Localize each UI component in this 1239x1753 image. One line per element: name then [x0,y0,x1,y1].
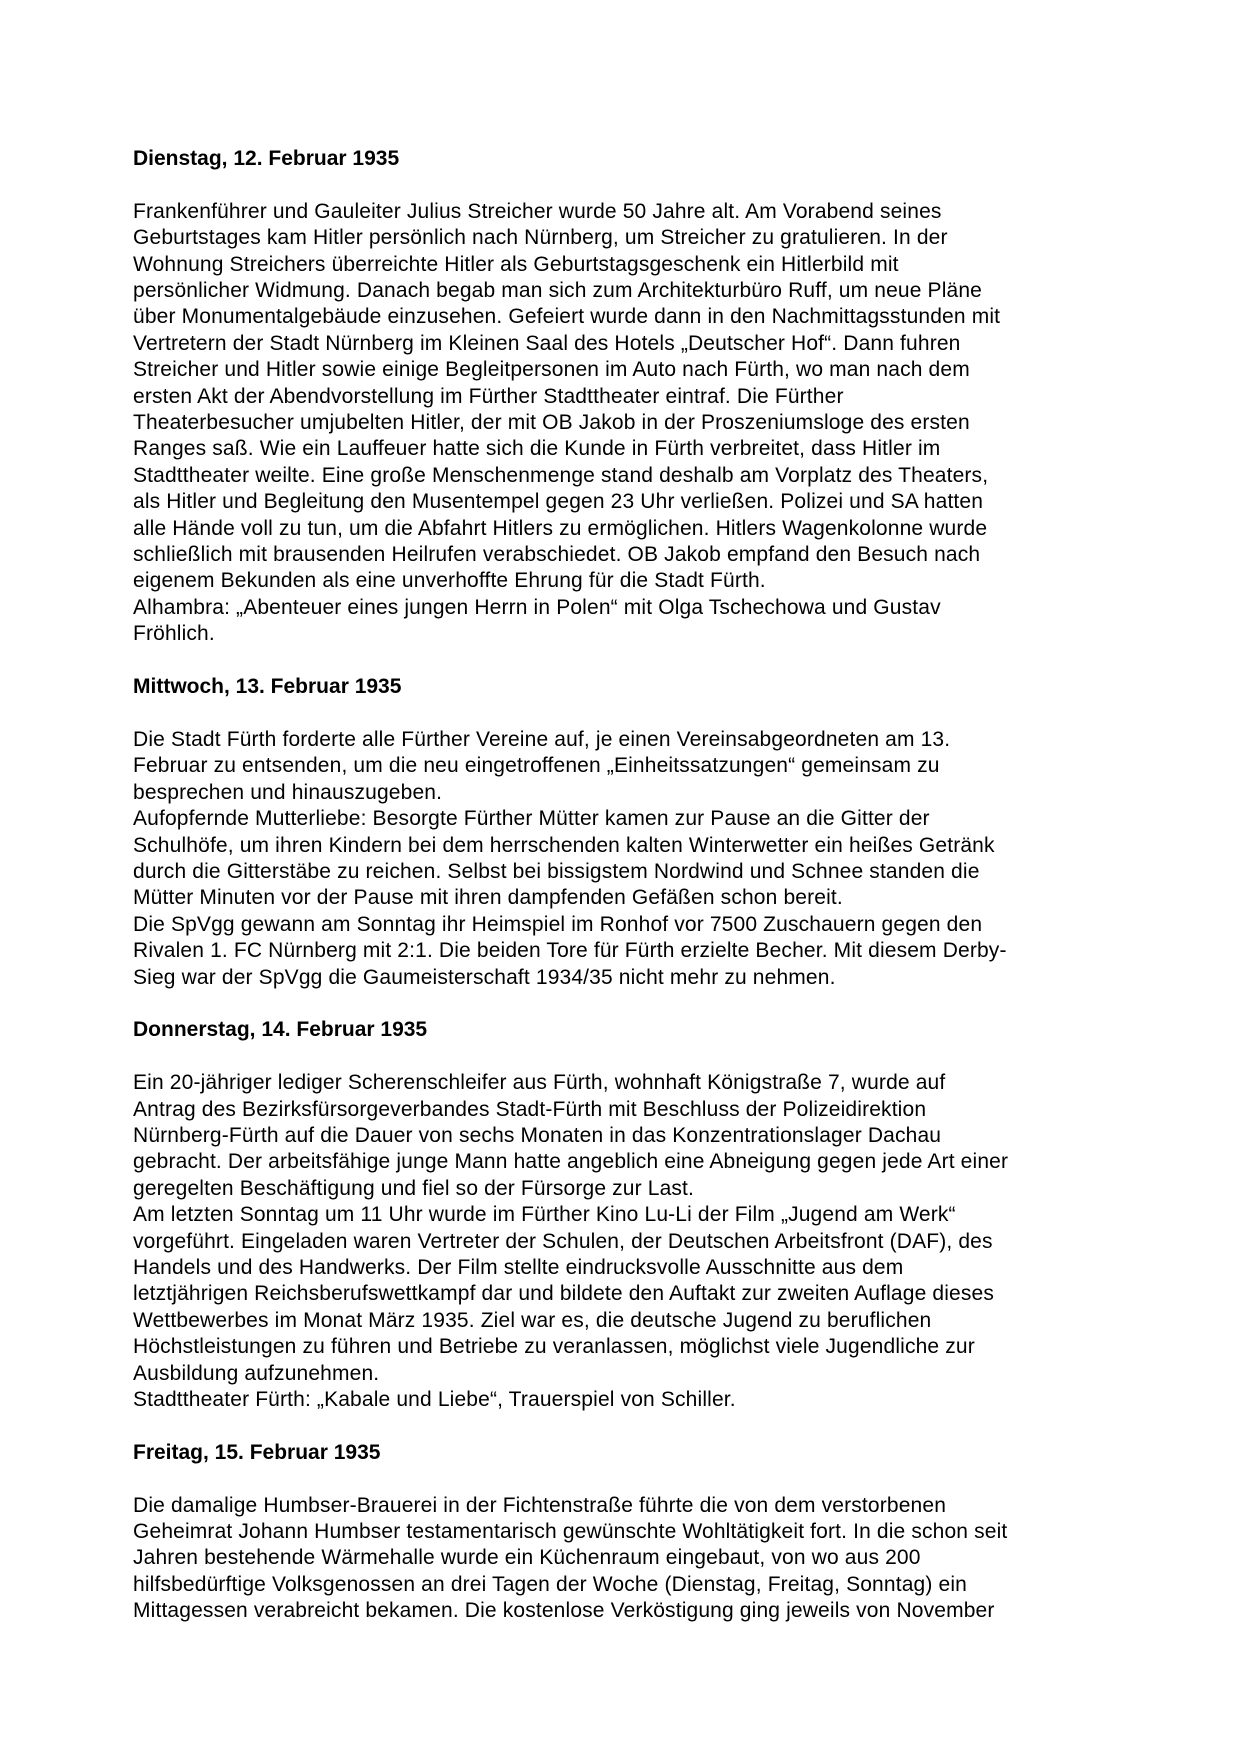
text-line: Handels und des Handwerks. Der Film stellte eindrucksvolle Ausschnitte aus dem [133,1255,904,1279]
text-line: Mütter Minuten vor der Pause mit ihren dampfenden Gefäßen schon bereit. [133,886,843,910]
text-line: Wohnung Streichers überreichte Hitler als Geburtstagsgeschenk ein Hitlerbild mit [133,252,899,276]
text-line: durch die Gitterstäbe zu reichen. Selbst bei bissigstem Nordwind und Schnee standen die [133,859,980,883]
text-line: Geheimrat Johann Humbser testamentarisch gewünschte Wohltätigkeit fort. In die schon seit [133,1520,1008,1544]
section-heading: Dienstag, 12. Februar 1935 [133,147,400,170]
text-line: Streicher und Hitler sowie einige Begleitpersonen im Auto nach Fürth, wo man nach dem [133,358,970,382]
section-heading: Freitag, 15. Februar 1935 [133,1440,381,1464]
text-line: vorgeführt. Eingeladen waren Vertreter der Schulen, der Deutschen Arbeitsfront (DAF), des [133,1229,993,1253]
text-line: Alhambra: „Abenteuer eines jungen Herrn in Polen“ mit Olga Tschechowa und Gustav [133,595,941,619]
text-line: Die damalige Humbser-Brauerei in der Fichtenstraße führte die von dem verstorbenen [133,1493,947,1517]
text-line: Am letzten Sonntag um 11 Uhr wurde im Fürther Kino Lu-Li der Film „Jugend am Werk“ [133,1203,956,1227]
section-heading: Donnerstag, 14. Februar 1935 [133,1018,428,1042]
text-line: Fröhlich. [133,622,215,646]
text-line: letztjährigen Reichsberufswettkampf dar und bildete den Auftakt zur zweiten Auflage dieses [133,1282,994,1306]
text-line: Aufopfernde Mutterliebe: Besorgte Fürther Mütter kamen zur Pause an die Gitter der [133,807,930,831]
text-line: Theaterbesucher umjubelten Hitler, der mit OB Jakob in der Proszeniumsloge des ersten [133,411,970,435]
text-line: Antrag des Bezirksfürsorgeverbandes Stadt-Fürth mit Beschluss der Polizeidirektion [133,1097,927,1121]
paragraph [133,1070,1144,1413]
text-line: eigenem Bekunden als eine unverhoffte Ehrung für die Stadt Fürth. [133,569,766,593]
text-line: über Monumentalgebäude einzusehen. Gefeiert wurde dann in den Nachmittagsstunden mit [133,305,1001,329]
section-heading: Mittwoch, 13. Februar 1935 [133,675,402,699]
text-line: Frankenführer und Gauleiter Julius Streicher wurde 50 Jahre alt. Am Vorabend seines [133,199,942,223]
text-line: Ausbildung aufzunehmen. [133,1361,380,1385]
text-line: besprechen und hinauszugeben. [133,780,443,804]
paragraph [133,199,1144,648]
document-section [133,146,1144,648]
text-line: Mittagessen verabreicht bekamen. Die kostenlose Verköstigung ging jeweils von November [133,1599,995,1623]
text-line: Nürnberg-Fürth auf die Dauer von sechs Monaten in das Konzentrationslager Dachau [133,1123,942,1147]
text-line: Stadttheater Fürth: „Kabale und Liebe“, Trauerspiel von Schiller. [133,1388,736,1412]
document-section [133,674,1144,991]
text-line: Stadttheater weilte. Eine große Menschenmenge stand deshalb am Vorplatz des Theaters, [133,463,989,487]
text-line: als Hitler und Begleitung den Musentempel gegen 23 Uhr verließen. Polizei und SA hatten [133,490,984,514]
text-line: Die SpVgg gewann am Sonntag ihr Heimspiel im Ronhof vor 7500 Zuschauern gegen den [133,912,983,936]
text-line: hilfsbedürftige Volksgenossen an drei Tagen der Woche (Dienstag, Freitag, Sonntag) ein [133,1572,967,1596]
text-line: Höchstleistungen zu führen und Betriebe zu veranlassen, möglichst viele Jugendliche zur [133,1335,975,1359]
text-line: Geburtstages kam Hitler persönlich nach Nürnberg, um Streicher zu gratulieren. In der [133,226,948,250]
document-section [133,1440,1144,1625]
text-line: geregelten Beschäftigung und fiel so der Fürsorge zur Last. [133,1176,695,1200]
text-line: Februar zu entsenden, um die neu eingetroffenen „Einheitssatzungen“ gemeinsam zu [133,754,940,778]
text-line: Schulhöfe, um ihren Kindern bei dem herrschenden kalten Winterwetter ein heißes Getränk [133,833,995,857]
paragraph [133,727,1144,991]
text-line: Ein 20-jähriger lediger Scherenschleifer aus Fürth, wohnhaft Königstraße 7, wurde auf [133,1071,946,1095]
paragraph [133,1493,1144,1625]
document-section [133,1017,1144,1413]
text-line: Rivalen 1. FC Nürnberg mit 2:1. Die beiden Tore für Fürth erzielte Becher. Mit diesem Derby- [133,939,1007,963]
text-line: Die Stadt Fürth forderte alle Fürther Vereine auf, je einen Vereinsabgeordneten am 13. [133,727,951,751]
text-line: Jahren bestehende Wärmehalle wurde ein Küchenraum eingebaut, von wo aus 200 [133,1546,921,1570]
text-line: Vertretern der Stadt Nürnberg im Kleinen Saal des Hotels „Deutscher Hof“. Dann fuhren [133,331,961,355]
text-line: Ranges saß. Wie ein Lauffeuer hatte sich die Kunde in Fürth verbreitet, dass Hitler im [133,437,941,461]
text-line: gebracht. Der arbeitsfähige junge Mann hatte angeblich eine Abneigung gegen jede Art einer [133,1150,1009,1174]
text-line: ersten Akt der Abendvorstellung im Fürther Stadttheater eintraf. Die Fürther [133,384,844,408]
text-line: Sieg war der SpVgg die Gaumeisterschaft 1934/35 nicht mehr zu nehmen. [133,965,836,989]
text-line: alle Hände voll zu tun, um die Abfahrt Hitlers zu ermöglichen. Hitlers Wagenkolonne wurde [133,516,988,540]
text-line: schließlich mit brausenden Heilrufen verabschiedet. OB Jakob empfand den Besuch nach [133,543,981,567]
text-line: Wettbewerbes im Monat März 1935. Ziel war es, die deutsche Jugend zu beruflichen [133,1308,932,1332]
text-line: persönlicher Widmung. Danach begab man sich zum Architekturbüro Ruff, um neue Pläne [133,279,983,303]
